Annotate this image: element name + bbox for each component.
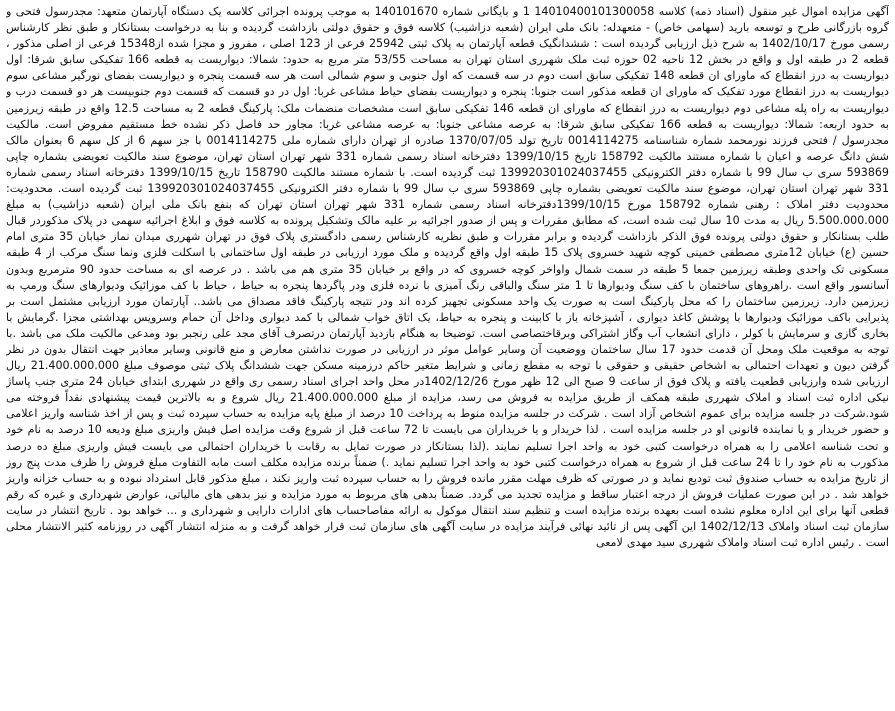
auction-notice: [6, 4, 889, 707]
notice-body-text: آگهی مزایده اموال غیر منقول (اسناد ذمه) کلاسه 14010400101300058 1 و بایگانی شماره 140101670 به موجب پرونده اجرائی کلاسه یک دستگاه آپارتمان متعهد: مجدرسول فتحی و گروه بازرگانی طرح و توسعه بارید (سهامی خاص) - متعهدله: بانک ملی ایران (شعبه دزاشیب) کلاسه فوق و حقوق دولتی بازداشت گردیده و بنا به درخواست بستانکار و طبق نظر کارشناس رسمی مورخ 1402/10/17 به شرح ذیل ارزیابی گردیده است : ششدانگیک قطعه آپارتمان به پلاک ثبتی 25942 فرعی از 123 اصلی ، مفروز و مجزا شده از15348 فرعی از اصلی مذکور ، قطعه 2 در طبقه اول و واقع در بخش 12 ناحیه 02 حوزه ثبت ملک شهرری استان تهران به مساحت 53/55 متر مربع به حدود: شمالا: دیواریست به قطعه 166 تفکیکی سابق شرقا: اول دیواریست به درز انقطاع که ماورای ان قطعه 148 تفکیکی سابق است دوم در سه قسمت که اول جنوبی و سوم شمالی است هر سه قسمت پنجره و دیواریست بفضای نورگیر مشاعی سوم دیواریست به درز انقطاع مورد تفکیک که ماورای ان قطعه مذکور است جنوبا: پنجره و دیواریست بفضای حیاط مشاعی غربا: اول در دو قسمت که قسمت دوم جنوبیست هر دو قسمت درب و دیواریست به راه پله مشاعی دوم دیواریست به درز انقطاع که ماورای ان قطعه 146 تفکیکی سابق است مشخصات منضمات ملک: پارکینگ قطعه 2 به مساحت 12.5 واقع در طبقه زیرزمین به حدود اربعه: شمالا: دیواریست به قطعه 166 تفکیکی سابق شرقا: به عرصه مشاعی جنوبا: به عرصه مشاعی غربا: مجاور حد فاصل ذکر نشده خط مستقیم مفروض است. مالکیت مجدرسول / فتحی فرزند نورمحمد شماره شناسنامه 0014114275 تاریخ تولد 1370/07/05 صادره از تهران دارای شماره ملی 0014114275 با جز سهم 6 از کل سهم 6 بعنوان مالک شش دانگ عرصه و اعیان با شماره مستند مالکیت 158792 تاریخ 1399/10/15 دفترخانه اسناد رسمی شماره 331 شهر تهران استان تهران، موضوع سند مالکیت تعویضی بشماره چاپی 593869 سری ب سال 99 با شماره دفتر الکترونیکی 139920301024037455 ثبت گردیده است. با شماره مستند مالکیت 158790 تاریخ 1399/10/15 دفترخانه اسناد رسمی شماره 331 شهر تهران استان تهران، موضوع سند مالکیت تعویضی بشماره چاپی 593869 سری ب سال 99 با شماره دفتر الکترونیکی 139920301024037455 ثبت گردیده است. محدودیت: محدودیت دفتر املاک : رهنی شماره 158792 مورخ 1399/10/15دفترخانه اسناد رسمی شماره 331 شهر تهران استان تهران که بنفع بانک ملی ایران (شعبه دزاشیب) به مبلغ 5.500.000.000 ریال به مدت 10 سال ثبت شده است، که مطابق مقررات و پس از صدور اجرائیه بر علیه مالک وتشکیل پرونده به کلاسه فوق و ابلاغ اجرائیه سهمی در پلاک مذکوردر قبال طلب بستانکار و حقوق دولتی پرونده فوق الذکر بازداشت گردیده و برابر مقررات و طبق نظریه کارشناس رسمی دادگستری پلاک فوق در تهران شهرری میدان نماز خیابان 35 متری امام حسین (ع) خیابان 12متری مصطفی خمینی کوچه شهید خسروی پلاک 15 طبقه اول واقع گردیده و ملک مورد ارزیابی در طبقه اول ساختمانی با اسکلت فلزی ونما سنگ مرکب از 4 طبقه مسکونی تک واحدی وطبقه زیرزمین جمعا 5 طبقه در سمت شمال واواخر کوچه خسروی که در واقع بر خیابان 35 متری هم می باشد . در عرصه ای به مساحت حدود 90 مترمربع وبدون آسانسور واقع است .راهروهای ساختمان با کف سنگ ودیوارها تا 1 متر سنگ والباقی رنگ آمیزی با نرده فلزی ودر پاگردها پنجره به حیاط ، حیاط با کف موزائیک ودیوارهای سنگ ورمپ به زیرزمین دارد. زیرزمین ساختمان را که محل پارکینگ است به صورت یک واحد مسکونی تجهیز کرده اند ودر نتیجه پارکینگ فاقد مصداق می باشد.. آپارتمان مورد ارزیابی مشتمل است بر پذیرایی باکف موزائیک ودیوارها با پوشش کاغذ دیواری ، آشپزخانه باز با کابینت و پنجره به حیاط، یک اتاق خواب شمالی با کمد دیواری وداخل آن حمام وسرویس بهداشتی مجزا .گرمایش با بخاری گازی و سرمایش با کولر ، دارای انشعاب آب وگاز اشتراکی وبرقاختصاصی است. توضیحا به هنگام بازدید آپارتمان درتصرف آقای مجد علی رنجبر بود ومدعی مالکیت ملک می باشد .با توجه به موقعیت ملک ومحل آن قدمت حدود 17 سال ساختمان ووضعیت آن وسایر عوامل موثر در ارزیابی در صورت نداشتن معارض و منع قانونی وسایر معاذیر جهت انتقال بدون در نظر گرفتن دیون و تعهدات احتمالی به اشخاص حقیقی و حقوقی با توجه به مقطع زمانی و شرایط متغیر حاکم درزمینه مسکن جهت ششدانگ پلاک ثبتی موصوف مبلغ 21.400.000.000 ریال ارزیابی شده وارزیابی قطعیت یافته و پلاک فوق از ساعت 9 صبح الی 12 ظهر مورخ 1402/12/26در محل واحد اجرای اسناد رسمی ری واقع در شهرری ابتدای خیابان 24 متری جنب پاساژ نیکی اداره ثبت اسناد و املاک شهرری طبقه همکف از طریق مزایده به فروش می رسد، مزایده از مبلغ 21.400.000.000 ریال شروع و به بالاترین قیمت پیشنهادی نقداً فروخته می شود.شرکت در جلسه مزایده برای عموم اشخاص آزاد است . شرکت در جلسه مزایده منوط به پرداخت 10 درصد از مبلغ پایه مزایده به حساب سپرده ثبت و پس از اخذ شناسه واریز اعلامی و حضور خریدار و یا نماینده قانونی او در جلسه مزایده است . لذا خریدار و یا خریداران می بایست تا 72 ساعت قبل از شروع وقت مزایده اصل فیش واریزی مبلغ ودیعه 10 درصد به نام خود و تحت شناسه اعلامی را به همراه درخواست کتبی خود به واحد اجرا تسلیم نمایند .(لذا بستانکار در صورت تمایل به رقابت با خریداران احتمالی می بایست فیش واریزی مبلغ ده درصد مذکورب به نام خود را تا 24 ساعت قبل از شروع به همراه درخواست کتبی خود به واحد اجرا تسلیم نماید .) ضمناً برنده مزایده مکلف است مابه التفاوت مبلغ فروش را ظرف مدت پنج روز از تاریخ مزایده به حساب صندوق ثبت تودیع نماید و در صورتی که ظرف مهلت مقرر مانده فروش را به حساب سپرده ثبت واریز نکند ، مبلغ مذکور قابل استرداد نبوده و به حساب خزانه واریز خواهد شد . در این صورت عملیات فروش از درجه اعتبار ساقط و مزایده تجدید می گردد. ضمناً بدهی های مربوط به مورد مزایده و نیز بدهی های مالیاتی، عوارض شهرداری و غیره که رقم قطعی آنها برای این اداره معلوم نشده است بعهده برنده مزایده است و تنظیم سند انتقال موکول به ارائه مفاصاحساب های ادارات دارایی و شهرداری و ... خواهد بود . تاریخ انتشار در سایت سازمان ثبت اسناد واملاک 1402/12/13 این آگهی پس از تائید نهائی فرآیند مزایده در سایت آگهی های سازمان ثبت قرار خواهد گرفت و به منزله انتشار آگهی در روزنامه کثیر الانتشار محلی است . رئیس اداره ثبت اسناد واملاک شهرری سید مهدی لامعی: [6, 5, 889, 550]
